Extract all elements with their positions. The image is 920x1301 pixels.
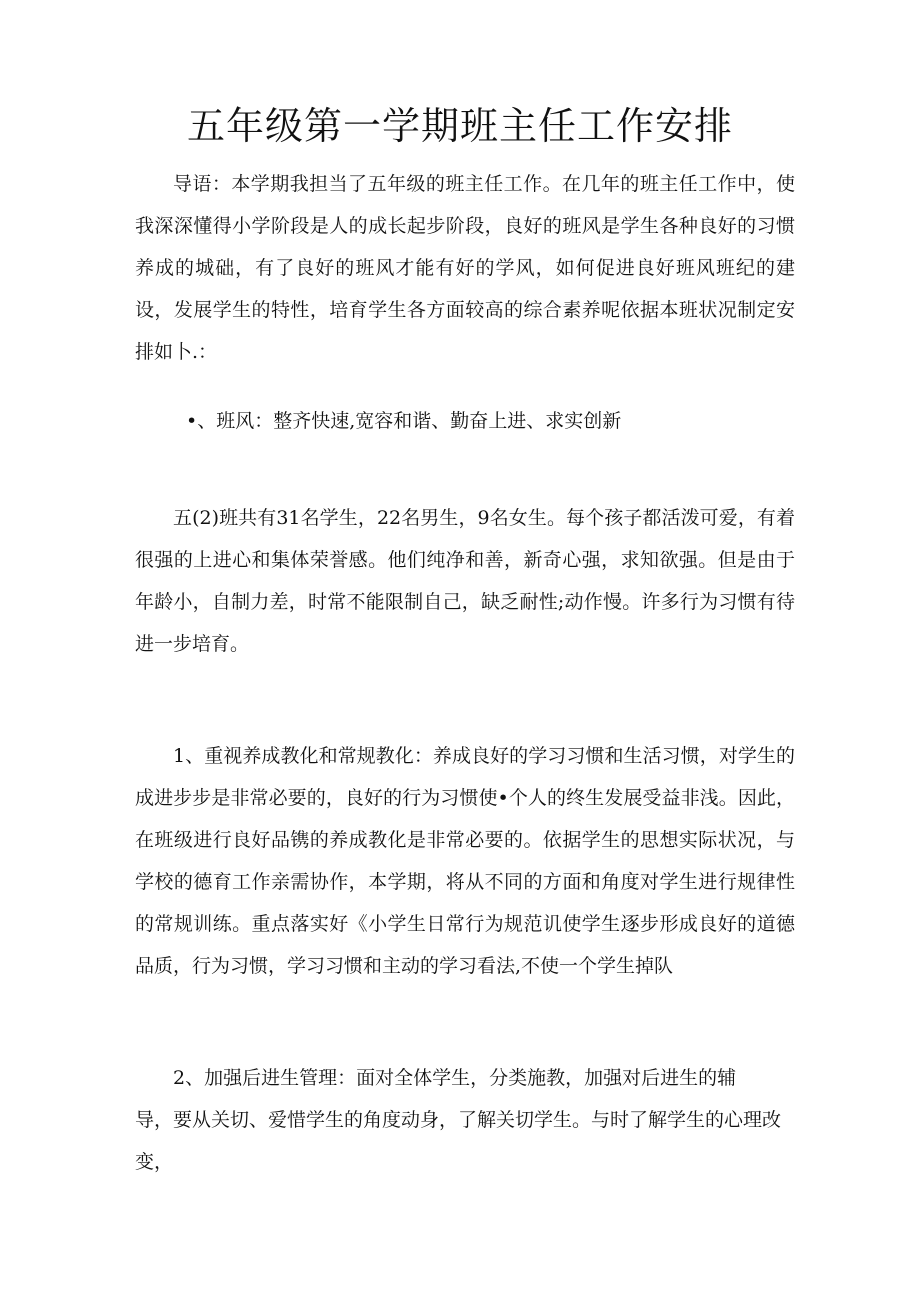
- page-title: 五年级第一学期班主任工作安排: [186, 104, 733, 148]
- item-2-line-1: 2、加强后进生管理：面对全体学生，分类施教，加强对后进生的辅: [173, 1067, 737, 1089]
- intro-paragraph: 导语：本学期我担当了五年级的班主任工作。在几年的班主任工作中，使我深深懂得小学阶段是人的成长起步阶段，良好的班风是学生各种良好的习惯养成的城础，有了良好的班风才能有好的学风，如何促进良好班风班纪的建设，发展学生的特性，培育学生各方面较高的综合素养呢依据本班状况制定安排如卜.：: [135, 173, 795, 363]
- class-motto-line: •、班风：整齐快速,宽容和谐、勤奋上进、求实创新: [186, 410, 622, 432]
- item-1-paragraph: 1、重视养成教化和常规教化：养成良好的学习习惯和生活习惯，对学生的成进步步是非常必要的，良好的行为习惯使•个人的终生发展受益非浅。因此，在班级进行良好品镌的养成教化是非常必要的。依据学生的思想实际状况，与学校的德育工作亲需协作，本学期，将从不同的方面和角度对学生进行规律性的常规训练。重点落实好《小学生日常行为规范讥使学生逐步形成良好的道德品质，行为习惯，学习习惯和主动的学习看法,不使一个学生掉队: [135, 745, 795, 977]
- class-situation-paragraph: 五(2)班共有31名学生，22名男生，9名女生。每个孩子都活泼可爱，有着很强的上进心和集体荣誉感。他们纯净和善，新奇心强，求知欲强。但是由于年龄小，自制力差，时常不能限制自己，缺乏耐性;动作慢。许多行为习惯有待进一步培育。: [135, 507, 795, 655]
- item-2-line-2: 导，要从关切、爱惜学生的角度动身，了解关切学生。与时了解学生的心理改变，: [135, 1109, 782, 1173]
